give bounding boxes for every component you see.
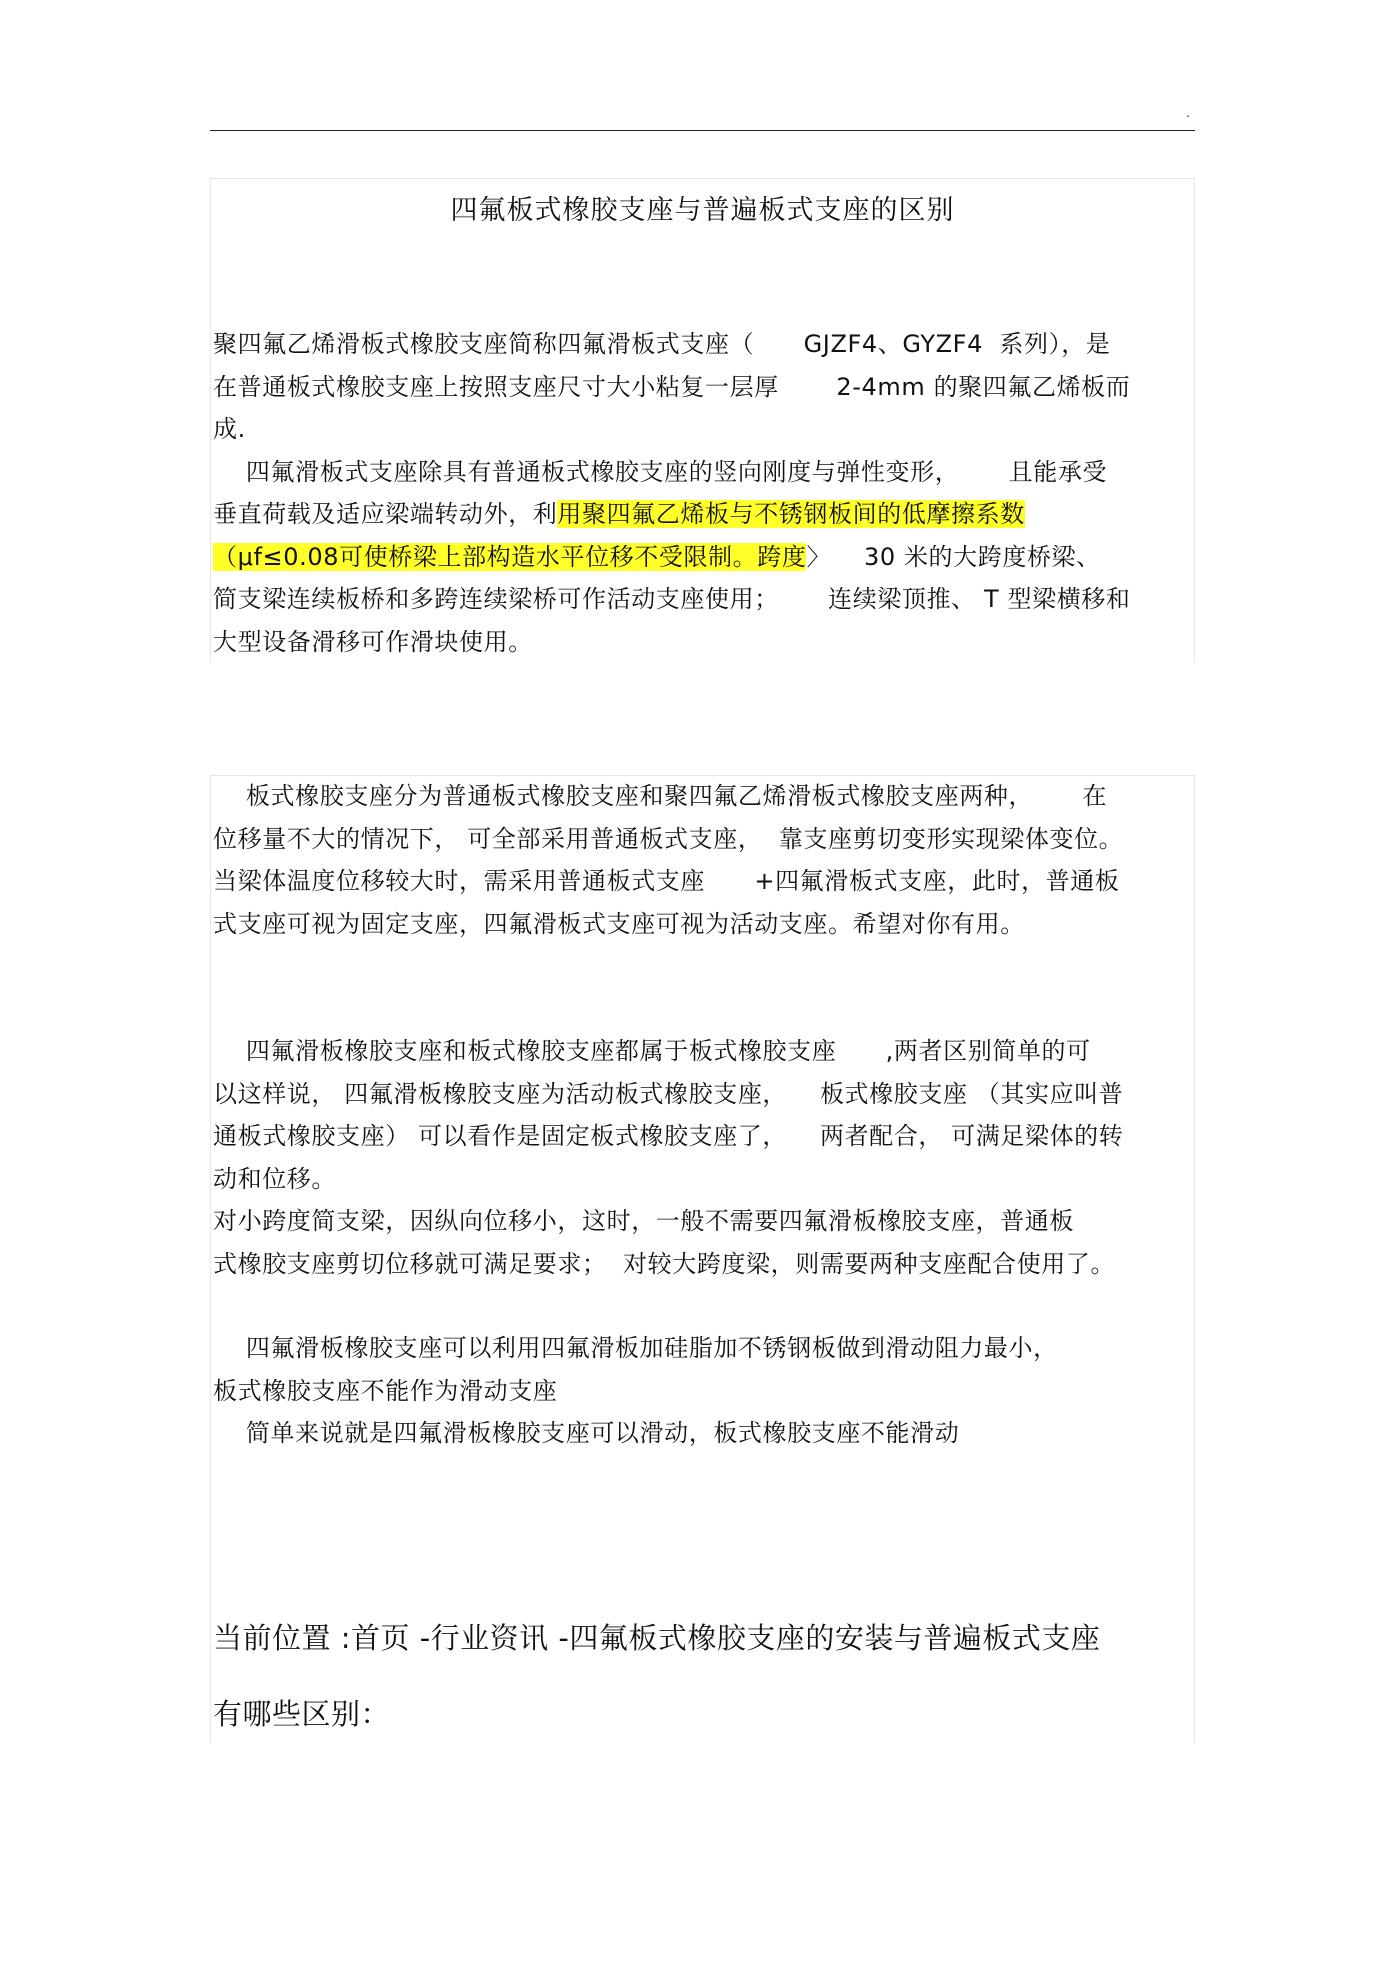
page-title: 四氟板式橡胶支座与普遍板式支座的区别 bbox=[450, 195, 955, 226]
para4-line5: 对小跨度简支梁，因纵向位移小，这时，一般不需要四氟滑板橡胶支座，普通板 bbox=[213, 1207, 1074, 1235]
para5-line1: 四氟滑板橡胶支座可以利用四氟滑板加硅脂加不锈钢板做到滑动阻力最小， bbox=[213, 1334, 1058, 1362]
header-dot: . bbox=[1186, 106, 1190, 120]
para3-line1: 板式橡胶支座分为普通板式橡胶支座和聚四氟乙烯滑板式橡胶支座两种， 在 bbox=[213, 782, 1108, 810]
para4-line4: 动和位移。 bbox=[213, 1164, 336, 1193]
para4-line2: 以这样说， 四氟滑板橡胶支座为活动板式橡胶支座， 板式橡胶支座 （其实应叫普 bbox=[213, 1079, 1124, 1108]
para2-line3 bbox=[213, 536, 1193, 579]
para1-line2: 在普通板式橡胶支座上按照支座尺寸大小粘复一层厚 2-4mm 的聚四氟乙烯板而 bbox=[213, 372, 1131, 401]
location-line2: 有哪些区别： bbox=[213, 1697, 391, 1731]
location-line1: 当前位置 :首页 -行业资讯 -四氟板式橡胶支座的安装与普遍板式支座 bbox=[213, 1621, 1101, 1655]
highlighted-text: 用聚四氟乙烯板与不锈钢板间的低摩擦系数 bbox=[557, 500, 1025, 528]
para3-line3: 当梁体温度位移较大时，需采用普通板式支座 +四氟滑板式支座，此时，普通板 bbox=[213, 867, 1120, 895]
para2-line5: 大型设备滑移可作滑块使用。 bbox=[213, 627, 533, 656]
para5-line3: 简单来说就是四氟滑板橡胶支座可以滑动，板式橡胶支座不能滑动 bbox=[213, 1419, 960, 1447]
para2-line2-text: 垂直荷载及适应梁端转动外，利 bbox=[213, 500, 558, 528]
para1-line1: 聚四氟乙烯滑板式橡胶支座简称四氟滑板式支座（ GJZF4、GYZF4 系列），是 bbox=[213, 330, 1111, 358]
para2-line2 bbox=[213, 493, 1193, 536]
para4-line6: 式橡胶支座剪切位移就可满足要求； 对较大跨度梁，则需要两种支座配合使用了。 bbox=[213, 1249, 1116, 1278]
para3-line2: 位移量不大的情况下， 可全部采用普通板式支座， 靠支座剪切变形实现梁体变位。 bbox=[213, 824, 1124, 853]
para1-line3: 成. bbox=[213, 415, 246, 443]
para5-line2: 板式橡胶支座不能作为滑动支座 bbox=[213, 1376, 558, 1405]
para4-line3: 通板式橡胶支座） 可以看作是固定板式橡胶支座了， 两者配合， 可满足梁体的转 bbox=[213, 1122, 1124, 1150]
highlighted-text: （μf≤0.08可使桥梁上部构造水平位移不受限制。跨度 bbox=[213, 542, 807, 571]
header-rule bbox=[210, 130, 1195, 131]
para4-line1: 四氟滑板橡胶支座和板式橡胶支座都属于板式橡胶支座 ,两者区别简单的可 bbox=[213, 1037, 1091, 1065]
para2-line4: 简支梁连续板桥和多跨连续梁桥可作活动支座使用； 连续梁顶推、 T 型梁横移和 bbox=[213, 585, 1131, 613]
para3-line4: 式支座可视为固定支座，四氟滑板式支座可视为活动支座。希望对你有用。 bbox=[213, 909, 1025, 938]
para2-line3-text: 〉 30 米的大跨度桥梁、 bbox=[806, 542, 1101, 571]
para2-line1: 四氟滑板式支座除具有普通板式橡胶支座的竖向刚度与弹性变形， 且能承受 bbox=[213, 457, 1108, 486]
